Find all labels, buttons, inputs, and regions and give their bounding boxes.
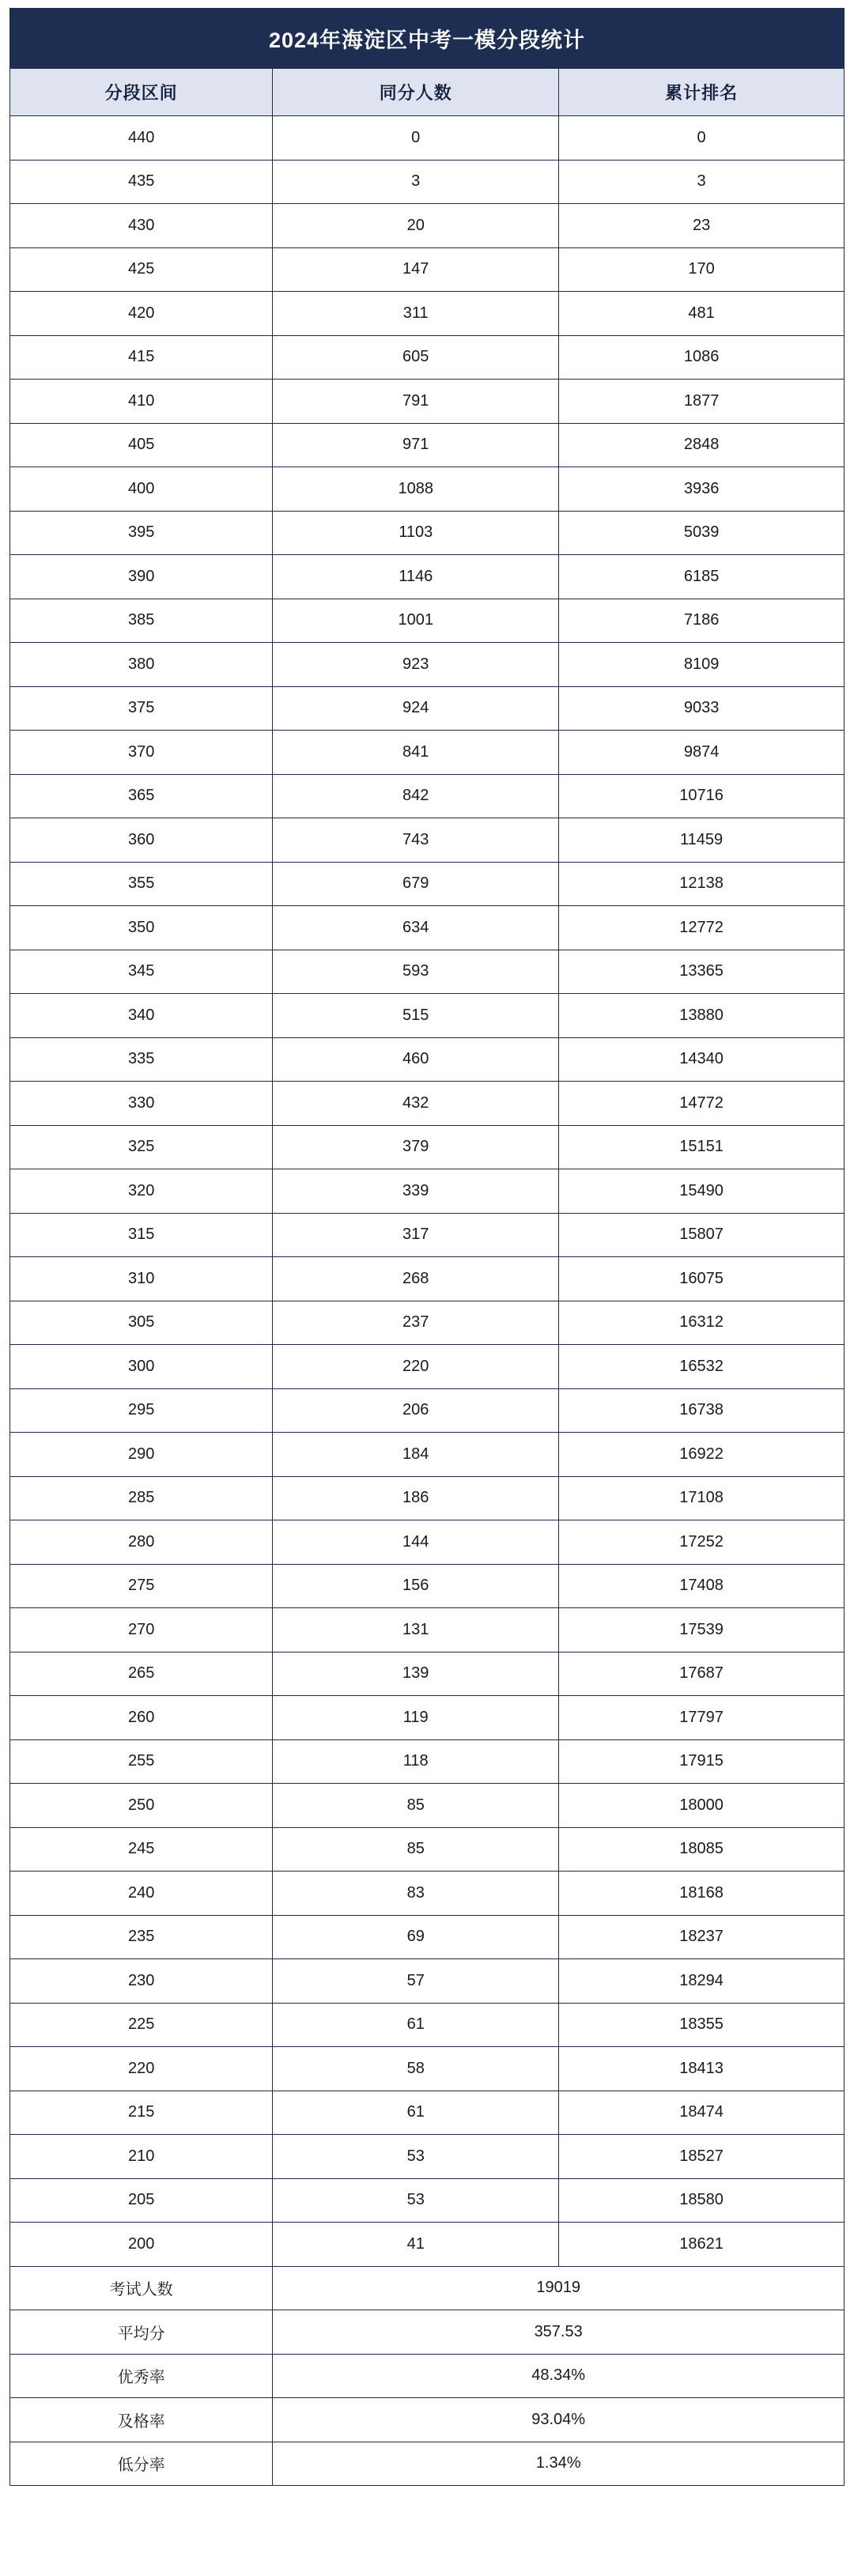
cell-score-range: 435 [10, 160, 273, 204]
cell-cumulative-rank: 18474 [559, 2091, 845, 2135]
summary-value: 1.34% [273, 2442, 845, 2486]
cell-same-score-count: 20 [273, 204, 559, 248]
cell-same-score-count: 842 [273, 774, 559, 818]
cell-cumulative-rank: 10716 [559, 774, 845, 818]
cell-score-range: 340 [10, 994, 273, 1038]
cell-score-range: 225 [10, 2003, 273, 2047]
cell-cumulative-rank: 18621 [559, 2223, 845, 2267]
cell-cumulative-rank: 16532 [559, 1345, 845, 1389]
cell-score-range: 290 [10, 1433, 273, 1477]
table-row [10, 994, 845, 1038]
cell-same-score-count: 317 [273, 1213, 559, 1257]
cell-same-score-count: 85 [273, 1827, 559, 1872]
cell-same-score-count: 841 [273, 731, 559, 775]
cell-same-score-count: 924 [273, 686, 559, 731]
cell-same-score-count: 119 [273, 1696, 559, 1740]
summary-label: 及格率 [10, 2398, 273, 2442]
cell-cumulative-rank: 17539 [559, 1608, 845, 1652]
cell-score-range: 390 [10, 555, 273, 599]
table-row [10, 1345, 845, 1389]
summary-row [10, 2354, 845, 2398]
cell-same-score-count: 593 [273, 950, 559, 994]
cell-score-range: 210 [10, 2135, 273, 2179]
cell-cumulative-rank: 15151 [559, 1125, 845, 1169]
table-row [10, 1125, 845, 1169]
cell-same-score-count: 147 [273, 247, 559, 292]
cell-cumulative-rank: 13365 [559, 950, 845, 994]
cell-cumulative-rank: 9874 [559, 731, 845, 775]
cell-score-range: 280 [10, 1520, 273, 1565]
table-row [10, 1520, 845, 1565]
cell-cumulative-rank: 16922 [559, 1433, 845, 1477]
cell-cumulative-rank: 170 [559, 247, 845, 292]
cell-cumulative-rank: 17252 [559, 1520, 845, 1565]
cell-score-range: 255 [10, 1739, 273, 1784]
table-row [10, 1037, 845, 1082]
column-header-cumulative-rank: 累计排名 [559, 69, 845, 116]
cell-cumulative-rank: 1877 [559, 380, 845, 424]
cell-score-range: 440 [10, 116, 273, 161]
table-row [10, 1915, 845, 1959]
cell-same-score-count: 605 [273, 335, 559, 380]
table-body [10, 9, 845, 2486]
cell-same-score-count: 58 [273, 2047, 559, 2091]
cell-score-range: 385 [10, 599, 273, 643]
cell-score-range: 245 [10, 1827, 273, 1872]
table-row [10, 1827, 845, 1872]
cell-score-range: 295 [10, 1388, 273, 1433]
cell-cumulative-rank: 16312 [559, 1301, 845, 1345]
cell-score-range: 415 [10, 335, 273, 380]
cell-score-range: 350 [10, 906, 273, 950]
table-row [10, 1959, 845, 2004]
cell-score-range: 235 [10, 1915, 273, 1959]
cell-score-range: 375 [10, 686, 273, 731]
table-row [10, 2223, 845, 2267]
summary-value: 48.34% [273, 2354, 845, 2398]
cell-same-score-count: 0 [273, 116, 559, 161]
cell-cumulative-rank: 12772 [559, 906, 845, 950]
cell-cumulative-rank: 18355 [559, 2003, 845, 2047]
summary-row [10, 2266, 845, 2310]
summary-row [10, 2398, 845, 2442]
cell-score-range: 305 [10, 1301, 273, 1345]
cell-cumulative-rank: 14772 [559, 1082, 845, 1126]
cell-same-score-count: 184 [273, 1433, 559, 1477]
table-row [10, 1652, 845, 1696]
cell-cumulative-rank: 8109 [559, 643, 845, 687]
cell-cumulative-rank: 13880 [559, 994, 845, 1038]
table-row [10, 1696, 845, 1740]
cell-same-score-count: 460 [273, 1037, 559, 1082]
cell-cumulative-rank: 9033 [559, 686, 845, 731]
cell-cumulative-rank: 3 [559, 160, 845, 204]
table-title-row [10, 9, 845, 69]
summary-label: 低分率 [10, 2442, 273, 2486]
cell-score-range: 370 [10, 731, 273, 775]
cell-cumulative-rank: 2848 [559, 423, 845, 467]
cell-score-range: 355 [10, 862, 273, 906]
cell-cumulative-rank: 3936 [559, 467, 845, 512]
table-row [10, 2135, 845, 2179]
cell-same-score-count: 379 [273, 1125, 559, 1169]
cell-same-score-count: 85 [273, 1784, 559, 1828]
cell-same-score-count: 144 [273, 1520, 559, 1565]
cell-same-score-count: 41 [273, 2223, 559, 2267]
cell-cumulative-rank: 16738 [559, 1388, 845, 1433]
cell-score-range: 420 [10, 292, 273, 336]
cell-same-score-count: 3 [273, 160, 559, 204]
table-row [10, 950, 845, 994]
cell-score-range: 285 [10, 1476, 273, 1520]
cell-score-range: 335 [10, 1037, 273, 1082]
cell-score-range: 250 [10, 1784, 273, 1828]
cell-score-range: 240 [10, 1872, 273, 1916]
cell-cumulative-rank: 18237 [559, 1915, 845, 1959]
cell-score-range: 310 [10, 1257, 273, 1301]
table-row [10, 2178, 845, 2223]
table-row [10, 555, 845, 599]
cell-score-range: 220 [10, 2047, 273, 2091]
table-row [10, 2003, 845, 2047]
cell-cumulative-rank: 5039 [559, 511, 845, 555]
summary-label: 平均分 [10, 2310, 273, 2355]
cell-cumulative-rank: 1086 [559, 335, 845, 380]
cell-score-range: 265 [10, 1652, 273, 1696]
cell-score-range: 360 [10, 818, 273, 863]
table-row [10, 1739, 845, 1784]
cell-cumulative-rank: 15490 [559, 1169, 845, 1214]
score-distribution-table [9, 8, 845, 2486]
table-row [10, 774, 845, 818]
cell-same-score-count: 220 [273, 1345, 559, 1389]
cell-score-range: 270 [10, 1608, 273, 1652]
cell-score-range: 215 [10, 2091, 273, 2135]
table-row [10, 160, 845, 204]
cell-same-score-count: 61 [273, 2003, 559, 2047]
column-header-score-range: 分段区间 [10, 69, 273, 116]
table-row [10, 1564, 845, 1608]
table-row [10, 2047, 845, 2091]
cell-score-range: 325 [10, 1125, 273, 1169]
cell-score-range: 425 [10, 247, 273, 292]
cell-same-score-count: 57 [273, 1959, 559, 2004]
cell-same-score-count: 139 [273, 1652, 559, 1696]
cell-same-score-count: 131 [273, 1608, 559, 1652]
table-row [10, 818, 845, 863]
cell-cumulative-rank: 18413 [559, 2047, 845, 2091]
cell-cumulative-rank: 17687 [559, 1652, 845, 1696]
table-row [10, 1784, 845, 1828]
table-row [10, 1476, 845, 1520]
cell-cumulative-rank: 18294 [559, 1959, 845, 2004]
cell-cumulative-rank: 18527 [559, 2135, 845, 2179]
cell-cumulative-rank: 7186 [559, 599, 845, 643]
column-header-same-score-count: 同分人数 [273, 69, 559, 116]
summary-label: 优秀率 [10, 2354, 273, 2398]
cell-same-score-count: 1001 [273, 599, 559, 643]
cell-score-range: 345 [10, 950, 273, 994]
table-row [10, 686, 845, 731]
cell-cumulative-rank: 18085 [559, 1827, 845, 1872]
table-row [10, 116, 845, 161]
cell-score-range: 300 [10, 1345, 273, 1389]
table-row [10, 1608, 845, 1652]
table-row [10, 292, 845, 336]
summary-value: 93.04% [273, 2398, 845, 2442]
table-row [10, 1082, 845, 1126]
cell-same-score-count: 634 [273, 906, 559, 950]
table-row [10, 335, 845, 380]
cell-same-score-count: 53 [273, 2178, 559, 2223]
cell-cumulative-rank: 15807 [559, 1213, 845, 1257]
cell-same-score-count: 791 [273, 380, 559, 424]
table-row [10, 862, 845, 906]
table-row [10, 511, 845, 555]
cell-same-score-count: 61 [273, 2091, 559, 2135]
cell-score-range: 330 [10, 1082, 273, 1126]
summary-row [10, 2310, 845, 2355]
table-row [10, 599, 845, 643]
cell-same-score-count: 679 [273, 862, 559, 906]
cell-cumulative-rank: 18580 [559, 2178, 845, 2223]
table-header-row [10, 69, 845, 116]
cell-same-score-count: 1146 [273, 555, 559, 599]
table-row [10, 1433, 845, 1477]
cell-same-score-count: 118 [273, 1739, 559, 1784]
table-row [10, 1388, 845, 1433]
cell-cumulative-rank: 14340 [559, 1037, 845, 1082]
table-row [10, 1169, 845, 1214]
cell-score-range: 320 [10, 1169, 273, 1214]
cell-score-range: 315 [10, 1213, 273, 1257]
table-row [10, 204, 845, 248]
cell-score-range: 405 [10, 423, 273, 467]
summary-value: 19019 [273, 2266, 845, 2310]
table-row [10, 643, 845, 687]
table-row [10, 423, 845, 467]
cell-same-score-count: 1103 [273, 511, 559, 555]
page-title: 2024年海淀区中考一模分段统计 [10, 9, 845, 69]
cell-score-range: 430 [10, 204, 273, 248]
cell-score-range: 410 [10, 380, 273, 424]
cell-cumulative-rank: 12138 [559, 862, 845, 906]
summary-row [10, 2442, 845, 2486]
cell-cumulative-rank: 481 [559, 292, 845, 336]
table-row [10, 380, 845, 424]
cell-score-range: 200 [10, 2223, 273, 2267]
table-row [10, 731, 845, 775]
summary-value: 357.53 [273, 2310, 845, 2355]
cell-cumulative-rank: 16075 [559, 1257, 845, 1301]
cell-same-score-count: 1088 [273, 467, 559, 512]
cell-cumulative-rank: 18168 [559, 1872, 845, 1916]
summary-label: 考试人数 [10, 2266, 273, 2310]
cell-same-score-count: 971 [273, 423, 559, 467]
table-row [10, 1872, 845, 1916]
cell-same-score-count: 515 [273, 994, 559, 1038]
cell-same-score-count: 83 [273, 1872, 559, 1916]
table-row [10, 1213, 845, 1257]
cell-cumulative-rank: 18000 [559, 1784, 845, 1828]
cell-cumulative-rank: 17797 [559, 1696, 845, 1740]
cell-score-range: 395 [10, 511, 273, 555]
cell-cumulative-rank: 0 [559, 116, 845, 161]
table-row [10, 906, 845, 950]
cell-same-score-count: 69 [273, 1915, 559, 1959]
table-row [10, 247, 845, 292]
cell-same-score-count: 237 [273, 1301, 559, 1345]
cell-same-score-count: 206 [273, 1388, 559, 1433]
cell-score-range: 365 [10, 774, 273, 818]
cell-score-range: 230 [10, 1959, 273, 2004]
cell-same-score-count: 53 [273, 2135, 559, 2179]
cell-cumulative-rank: 6185 [559, 555, 845, 599]
cell-same-score-count: 156 [273, 1564, 559, 1608]
table-row [10, 1301, 845, 1345]
cell-same-score-count: 923 [273, 643, 559, 687]
cell-cumulative-rank: 11459 [559, 818, 845, 863]
cell-score-range: 400 [10, 467, 273, 512]
cell-score-range: 205 [10, 2178, 273, 2223]
table-row [10, 2091, 845, 2135]
cell-same-score-count: 186 [273, 1476, 559, 1520]
cell-same-score-count: 311 [273, 292, 559, 336]
cell-score-range: 380 [10, 643, 273, 687]
cell-same-score-count: 268 [273, 1257, 559, 1301]
cell-cumulative-rank: 23 [559, 204, 845, 248]
cell-cumulative-rank: 17108 [559, 1476, 845, 1520]
cell-same-score-count: 432 [273, 1082, 559, 1126]
cell-score-range: 260 [10, 1696, 273, 1740]
cell-score-range: 275 [10, 1564, 273, 1608]
table-row [10, 467, 845, 512]
cell-cumulative-rank: 17408 [559, 1564, 845, 1608]
cell-cumulative-rank: 17915 [559, 1739, 845, 1784]
cell-same-score-count: 339 [273, 1169, 559, 1214]
table-row [10, 1257, 845, 1301]
cell-same-score-count: 743 [273, 818, 559, 863]
